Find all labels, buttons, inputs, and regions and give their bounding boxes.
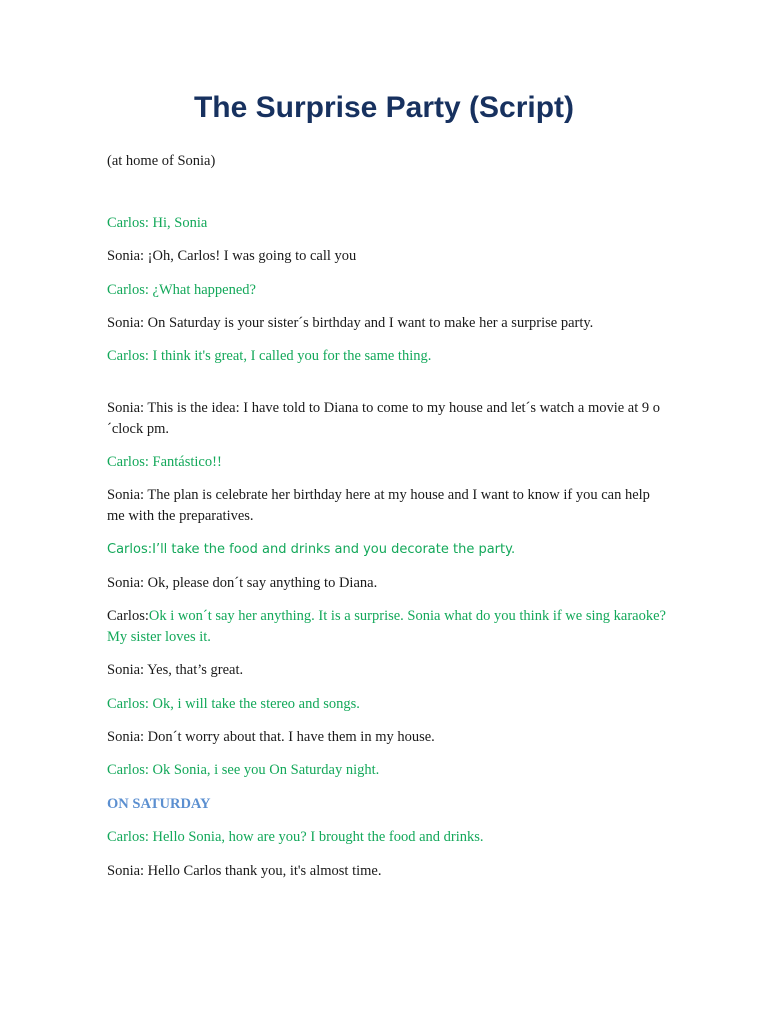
section-heading: ON SATURDAY <box>107 796 211 812</box>
dialogue-line-carlos: Carlos: ¿What happened? <box>107 282 256 298</box>
dialogue-line-sonia: Sonia: Ok, please don´t say anything to Diana. <box>107 575 378 591</box>
dialogue-line-carlos: Carlos: Ok, i will take the stereo and songs. <box>107 696 360 712</box>
dialogue-line-sonia: Sonia: Hello Carlos thank you, it's almost time. <box>107 863 382 879</box>
dialogue-line-sonia: Sonia: Don´t worry about that. I have them in my house. <box>107 729 435 745</box>
dialogue-line-sonia: Sonia: On Saturday is your sister´s birthday and I want to make her a surprise party. <box>107 315 594 331</box>
dialogue-line-sonia: Sonia: Yes, that’s great. <box>107 662 244 678</box>
dialogue-line-sonia: Sonia: The plan is celebrate her birthday here at my house and I want to know if you can help me with the preparatives. <box>107 487 650 524</box>
dialogue-line-sonia: Sonia: This is the idea: I have told to Diana to come to my house and let´s watch a movie at 9 o´clock pm. <box>107 400 661 437</box>
dialogue-line-carlos: Carlos: Hello Sonia, how are you? I brought the food and drinks. <box>107 829 484 845</box>
dialogue-line-carlos: Carlos:I’ll take the food and drinks and you decorate the party. <box>107 542 516 557</box>
dialogue-line-carlos: Carlos: Fantástico!! <box>107 454 222 470</box>
setting-line: (at home of Sonia) <box>107 153 216 169</box>
dialogue-line-carlos <box>107 606 667 648</box>
dialogue-line-carlos: Carlos: Ok Sonia, i see you On Saturday night. <box>107 762 380 778</box>
dialogue-text: Ok i won´t say her anything. It is a surprise. Sonia what do you think if we sing karaoke? My sister loves it. <box>107 608 666 645</box>
document-title: The Surprise Party (Script) <box>193 91 575 124</box>
dialogue-line-carlos: Carlos: Hi, Sonia <box>107 215 208 231</box>
dialogue-line-sonia: Sonia: ¡Oh, Carlos! I was going to call you <box>107 248 357 264</box>
dialogue-line-carlos: Carlos: I think it's great, I called you for the same thing. <box>107 348 432 364</box>
speaker-prefix: Carlos: <box>107 608 149 624</box>
